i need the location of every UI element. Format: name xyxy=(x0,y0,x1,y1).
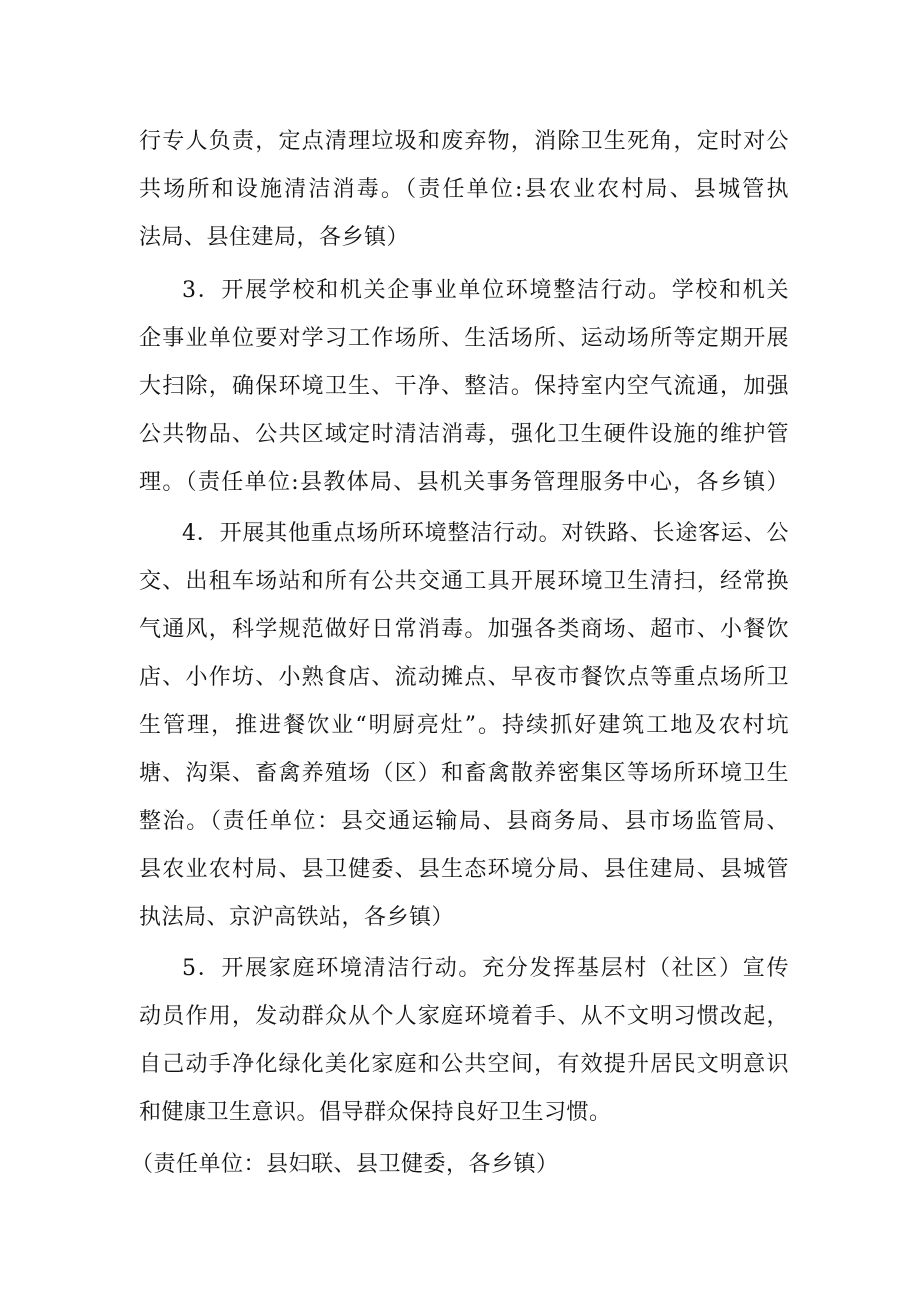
text-line: 法局、县住建局，各乡镇） xyxy=(139,225,410,250)
text-line: 执法局、京沪高铁站，各乡镇） xyxy=(139,905,455,930)
text-line: 4．开展其他重点场所环境整洁行动。对铁路、长途客运、公 xyxy=(182,521,789,546)
text-line: 公共物品、公共区域定时清洁消毒，强化卫生硬件设施的维护管 xyxy=(139,422,789,447)
text-line: 县农业农村局、县卫健委、县生态环境分局、县住建局、县城管 xyxy=(139,857,789,882)
text-line: 交、出租车场站和所有公共交通工具开展环境卫生清扫，经常换 xyxy=(139,569,789,594)
text-line: （责任单位：县妇联、县卫健委，各乡镇） xyxy=(131,1152,559,1177)
text-line: 和健康卫生意识。倡导群众保持良好卫生习惯。 xyxy=(139,1100,612,1125)
text-line: 气通风，科学规范做好日常消毒。加强各类商场、超市、小餐饮 xyxy=(139,617,789,642)
text-line: 塘、沟渠、畜禽养殖场（区）和畜禽散养密集区等场所环境卫生 xyxy=(139,761,789,786)
text-line: 自己动手净化绿化美化家庭和公共空间，有效提升居民文明意识 xyxy=(139,1052,789,1077)
text-line: 5．开展家庭环境清洁行动。充分发挥基层村（社区）宣传 xyxy=(182,956,789,981)
text-line: 企事业单位要对学习工作场所、生活场所、运动场所等定期开展 xyxy=(139,326,789,351)
text-line: 理。（责任单位:县教体局、县机关事务管理服务中心，各乡镇） xyxy=(139,470,789,495)
text-line: 行专人负责，定点清理垃圾和废弃物，消除卫生死角，定时对公 xyxy=(139,129,789,154)
text-line: 生管理，推进餐饮业“明厨亮灶”。持续抓好建筑工地及农村坑 xyxy=(139,713,789,738)
text-line: 3．开展学校和机关企事业单位环境整洁行动。学校和机关 xyxy=(182,278,789,303)
text-line: 动员作用，发动群众从个人家庭环境着手、从不文明习惯改起， xyxy=(139,1004,789,1029)
text-line: 店、小作坊、小熟食店、流动摊点、早夜市餐饮点等重点场所卫 xyxy=(139,665,789,690)
text-line: 整治。（责任单位：县交通运输局、县商务局、县市场监管局、 xyxy=(139,809,789,834)
text-line: 共场所和设施清洁消毒。（责任单位:县农业农村局、县城管执 xyxy=(139,177,789,202)
text-line: 大扫除，确保环境卫生、干净、整洁。保持室内空气流通，加强 xyxy=(139,374,789,399)
